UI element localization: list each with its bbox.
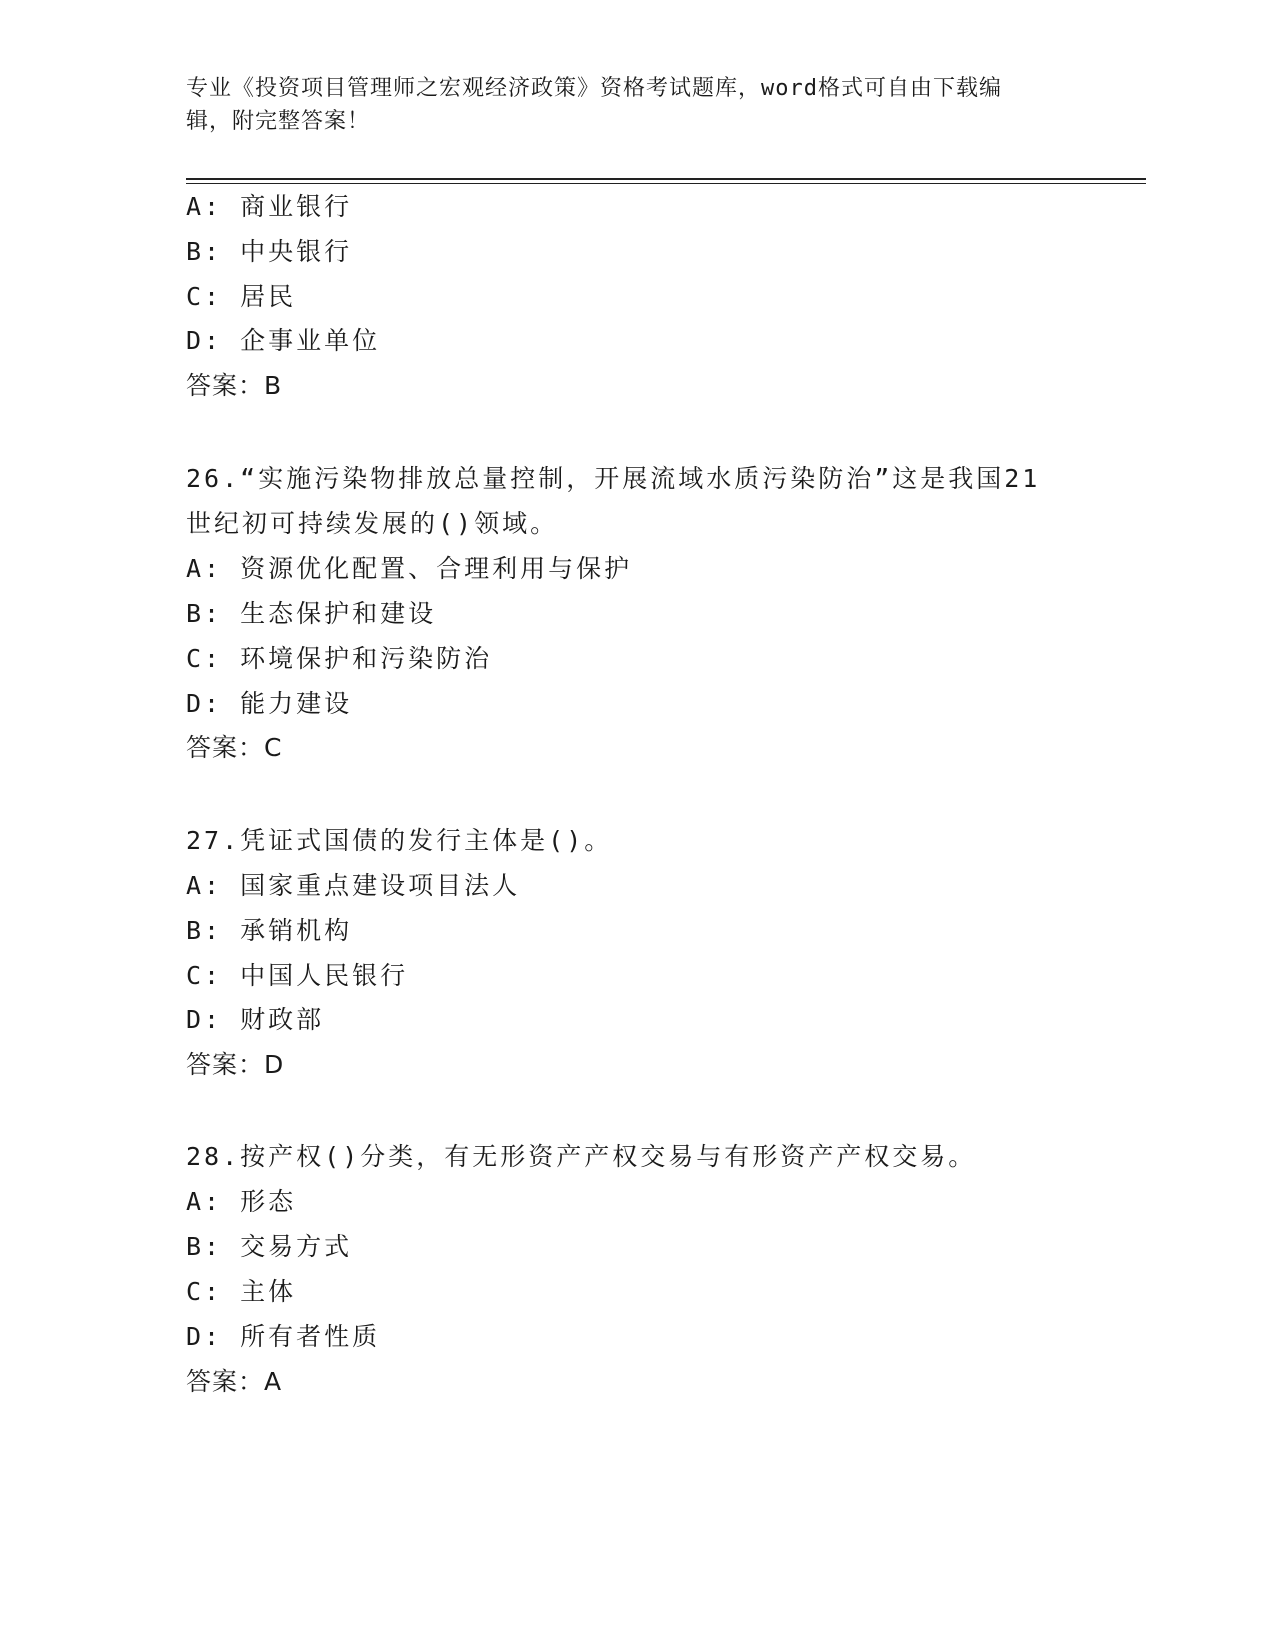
q26-option-a: A: 资源优化配置、合理利用与保护 <box>186 554 633 583</box>
q25-option-d: D: 企事业单位 <box>186 326 381 355</box>
q27-stem-line-1: 27.凭证式国债的发行主体是()。 <box>186 826 613 855</box>
q28-answer: 答案：A <box>186 1367 283 1396</box>
q26-option-b: B: 生态保护和建设 <box>186 599 437 628</box>
q26-answer: 答案：C <box>186 733 283 762</box>
q27-option-b: B: 承销机构 <box>186 916 353 945</box>
q26-stem-line-2: 世纪初可持续发展的()领域。 <box>186 509 559 538</box>
q26-option-c: C: 环境保护和污染防治 <box>186 644 493 673</box>
q25-answer: 答案：B <box>186 371 283 400</box>
q27-option-a: A: 国家重点建设项目法人 <box>186 871 521 900</box>
q28-option-b: B: 交易方式 <box>186 1232 353 1261</box>
q28-option-a: A: 形态 <box>186 1187 297 1216</box>
q26-stem-line-1: 26.“实施污染物排放总量控制，开展流域水质污染防治”这是我国21 <box>186 464 1041 493</box>
q28-option-c: C: 主体 <box>186 1277 297 1306</box>
q25-option-a: A: 商业银行 <box>186 192 353 221</box>
header-divider-thick <box>186 178 1146 180</box>
q27-option-d: D: 财政部 <box>186 1005 325 1034</box>
q26-option-d: D: 能力建设 <box>186 689 353 718</box>
q28-option-d: D: 所有者性质 <box>186 1322 381 1351</box>
q27-option-c: C: 中国人民银行 <box>186 961 409 990</box>
q28-stem-line-1: 28.按产权()分类，有无形资产产权交易与有形资产产权交易。 <box>186 1142 977 1171</box>
header-line-1: 专业《投资项目管理师之宏观经济政策》资格考试题库，word格式可自由下载编 <box>186 76 1002 101</box>
q27-answer: 答案：D <box>186 1050 285 1079</box>
q25-option-c: C: 居民 <box>186 282 297 311</box>
q25-option-b: B: 中央银行 <box>186 237 353 266</box>
header-divider-thin <box>186 183 1146 184</box>
document-header <box>186 72 1066 138</box>
header-line-2: 辑，附完整答案！ <box>186 109 371 134</box>
